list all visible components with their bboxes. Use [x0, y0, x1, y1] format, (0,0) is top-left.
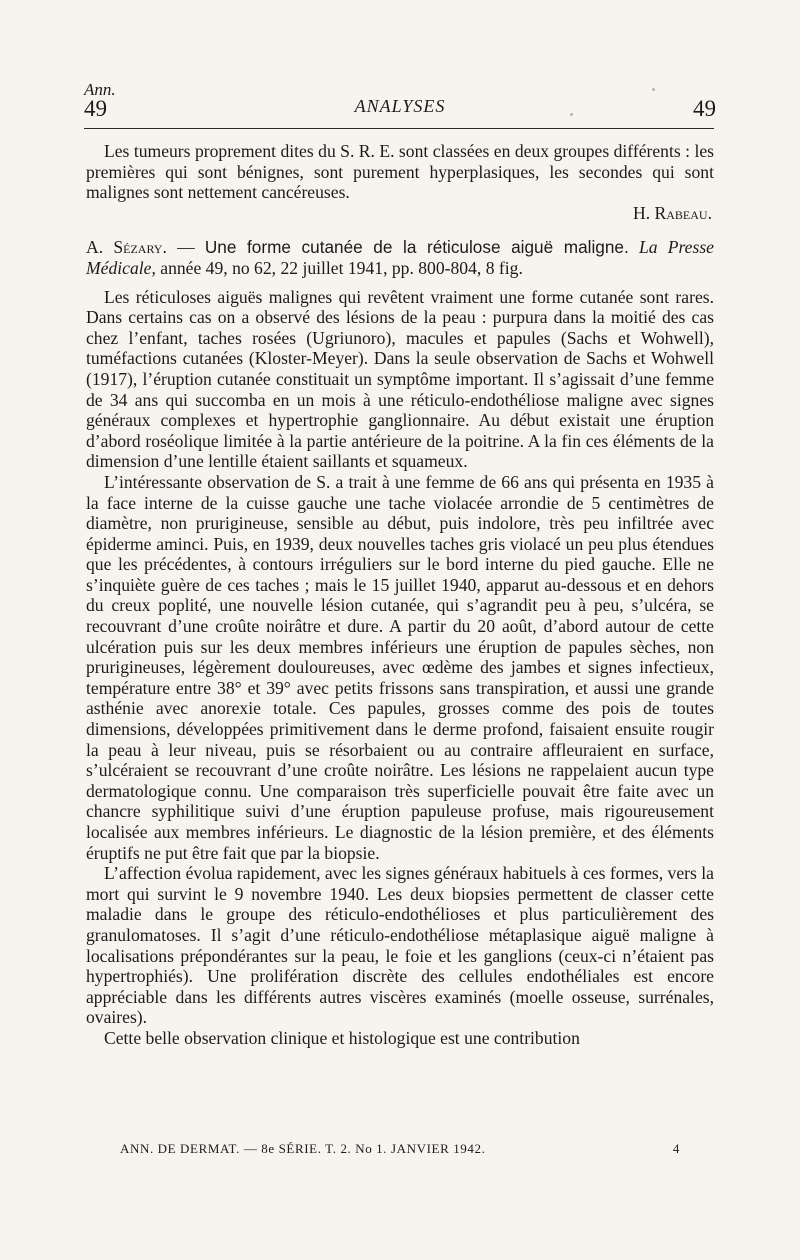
footer-citation: ANN. DE DERMAT. — 8e SÉRIE. T. 2. No 1. JANVIER 1942.: [120, 1141, 486, 1156]
article-reference: [86, 237, 714, 278]
page-body: [86, 141, 714, 1049]
page-number-right: 49: [693, 96, 716, 121]
signature-initial: H.: [633, 202, 655, 223]
ref-dash: —: [166, 237, 205, 258]
article-title: Une forme cutanée de la réticulose aiguë maligne.: [204, 237, 629, 258]
page-number-left: 49: [84, 96, 107, 121]
article-paragraph-3: L’affection évolua rapidement, avec les signes généraux habituels à ces formes, vers la mort qui survint le 9 novembre 1940. Les deux biopsies permettent de classer cette maladie dans le groupe des réticulo-endothélioses et plus particulièrement des granulomatoses. Il s’agit d’une réticulo-endothéliose métaplasique aiguë maligne à localisations prépondérantes sur la peau, le foie et les ganglions (ceux-ci n’étaient pas hypertrophiés). Une prolifération discrète des cellules endothéliales est encore appréciable dans les différents autres viscères examinés (moelle osseuse, surrénales, ovaires).: [86, 863, 714, 1028]
paper-speck: [570, 113, 573, 116]
footer-signature-mark: 4: [672, 1141, 680, 1156]
article-details: année 49, no 62, 22 juillet 1941, pp. 800-804, 8 fig.: [155, 257, 523, 278]
page-footer: [120, 1141, 680, 1157]
journal-abbrev: Ann.: [84, 80, 116, 99]
header-rule: [84, 128, 714, 129]
signature-name: Rabeau.: [654, 202, 712, 223]
article-source: La Presse Médicale,: [86, 237, 714, 278]
signature: [86, 203, 714, 224]
article-paragraph-1: Les réticuloses aiguës malignes qui revêtent vraiment une forme cutanée sont rares. Dans certains cas on a observé des lésions de la peau : purpura dans la moitié des cas chez l’enfant, taches rosées (Ugriunoro), macules et papules (Sachs et Wohwell), tuméfactions cutanées (Kloster-Meyer). Dans la seule observation de Sachs et Wohwell (1917), l’éruption cutanée constituait un symptôme important. Il s’agissait d’une femme de 34 ans qui succomba en un mois à une réticulo-endothéliose maligne avec signes généraux complexes et hypertrophie ganglionnaire. Au début existait une éruption d’abord roséolique limitée à la partie antérieure de la poitrine. A la fin ces éléments de la dimension d’une lentille étaient saillants et squameux.: [86, 286, 714, 472]
section-title: ANALYSES: [354, 96, 446, 116]
intro-paragraph: Les tumeurs proprement dites du S. R. E. sont classées en deux groupes différents : les premières qui sont bénignes, sont purement hyperplasiques, les secondes qui sont malignes sont nettement cancéreuses.: [86, 141, 714, 203]
author-name: Sézary.: [113, 237, 167, 258]
paper-speck: [652, 88, 655, 91]
article-paragraph-4: Cette belle observation clinique et histologique est une contribution: [104, 1027, 580, 1048]
article-paragraph-2: L’intéressante observation de S. a trait à une femme de 66 ans qui présenta en 1935 à la face interne de la cuisse gauche une tache violacée arrondie de 5 centimètres de diamètre, non prurigineuse, sensible au début, puis indolore, très peu infiltrée avec épiderme aminci. Puis, en 1939, deux nouvelles taches gris violacé un peu plus étendues que les précédentes, à contours irréguliers sur le bord interne du pied gauche. Elle ne s’inquiète guère de ces taches ; mais le 15 juillet 1940, apparut au-dessous et en dehors du creux poplité, une nouvelle lésion cutanée, qui s’agrandit peu à peu, s’ulcéra, se recouvrant d’une croûte noirâtre et dure. A partir du 20 août, d’abord autour de cette ulcération puis sur les deux membres inférieurs une éruption de papules sèches, non prurigineuses, légèrement douloureuses, avec œdème des jambes et signes infectieux, température entre 38° et 39° avec petits frissons sans transpiration, et aussi une grande asthénie avec anorexie totale. Ces papules, grosses comme des pois de toutes dimensions, développées primitivement dans le derme profond, faisaient ensuite rougir la peau à leur niveau, puis se résorbaient ou au contraire affleuraient en surface, s’ulcéraient se recouvrant d’une croûte noirâtre. Les lésions ne rappelaient aucun type dermatologique connu. Une comparaison très superficielle pouvait être faite avec un chancre syphilitique suivi d’une éruption papuleuse profuse, mais rigoureusement localisée aux membres inférieurs. Le diagnostic de la lésion première, et des éléments éruptifs ne put être fait que par la biopsie.: [86, 471, 714, 863]
author-initial: A.: [86, 237, 114, 258]
